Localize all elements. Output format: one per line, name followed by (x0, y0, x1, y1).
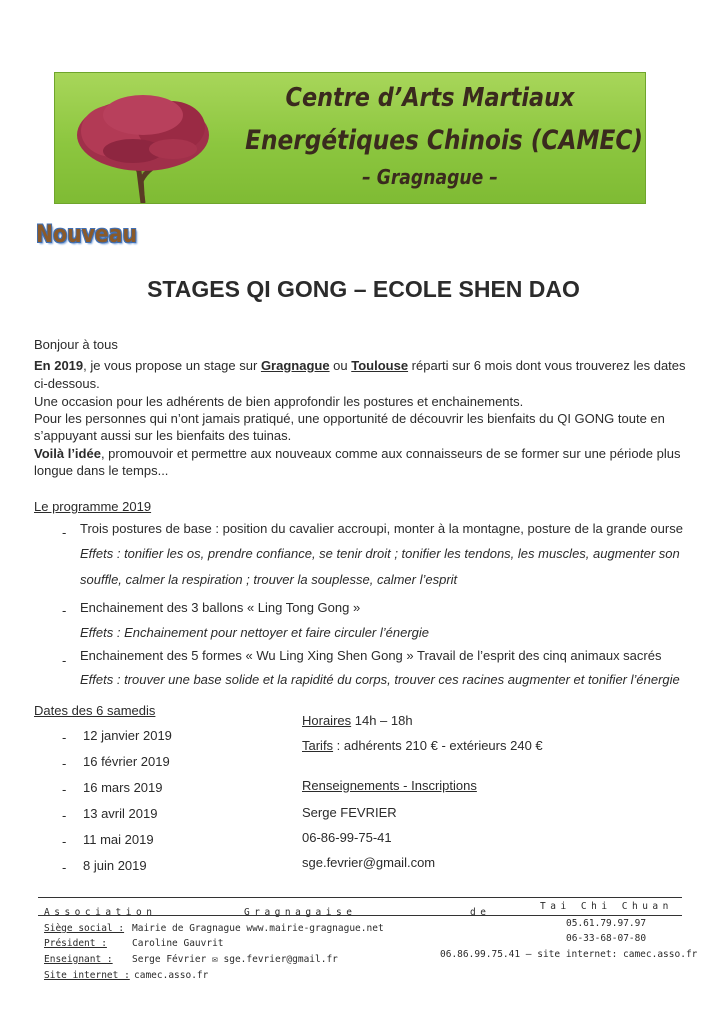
bullet-dash: - (62, 653, 67, 668)
horaires-value: 14h – 18h (351, 713, 413, 728)
intro-paragraph-4 (34, 446, 680, 461)
intro-text: réparti sur 6 mois dont vous trouverez les dates (408, 358, 686, 373)
footer-label: Site internet : (44, 970, 130, 981)
intro-paragraph-3: Pour les personnes qui n’ont jamais pratiqué, une opportunité de découvrir les bienfaits du QI GONG toute en (34, 411, 665, 426)
date-item: 12 janvier 2019 (83, 728, 172, 743)
date-item: 13 avril 2019 (83, 806, 158, 821)
intro-paragraph-4-end: longue dans le temps... (34, 463, 169, 478)
year-text: En 2019 (34, 358, 84, 373)
footer-label: Siège social : (44, 923, 125, 934)
greeting: Bonjour à tous (34, 337, 118, 352)
banner-title-line2: Energétiques Chinois (CAMEC) (245, 125, 644, 156)
programme-item-label: Enchainement des 3 ballons « Ling Tong Gong » (80, 600, 361, 615)
intro-paragraph-1 (34, 358, 686, 373)
horaires-label: Horaires (302, 713, 352, 728)
footer-phone-2: 06-33-68-07-80 (566, 933, 647, 944)
footer-value: camec.asso.fr (134, 970, 209, 981)
bullet-dash: - (62, 860, 67, 875)
programme-heading: Le programme 2019 (34, 499, 152, 514)
place-toulouse: Toulouse (351, 358, 409, 373)
footer-assoc-word: Tai Chi Chuan (540, 901, 673, 912)
footer-value: Serge Février ✉ sge.fevrier@gmail.fr (132, 954, 338, 965)
horaires-line (302, 713, 413, 728)
bullet-dash: - (62, 782, 67, 797)
date-item: 11 mai 2019 (83, 832, 154, 847)
nouveau-badge: Nouveau (36, 220, 138, 248)
footer-phone-site: 06.86.99.75.41 – site internet: camec.asso.fr (440, 949, 698, 960)
tree-logo-icon (73, 91, 215, 203)
intro-paragraph-3-end: s’appuyant aussi sur les bienfaits des tuinas. (34, 428, 292, 443)
footer-phone-1: 05.61.79.97.97 (566, 918, 647, 929)
banner-title-line3: – Gragnague – (362, 165, 498, 189)
contact-name: Serge FEVRIER (302, 805, 397, 820)
footer-assoc-word: de (470, 907, 491, 918)
contact-heading: Renseignements - Inscriptions (302, 778, 477, 793)
bullet-dash: - (62, 834, 67, 849)
intro-text: , promouvoir et permettre aux nouveaux comme aux connaisseurs de se former sur une période plus (100, 446, 681, 461)
page-title: STAGES QI GONG – ECOLE SHEN DAO (147, 276, 580, 302)
banner-title-line1: Centre d’Arts Martiaux (285, 83, 575, 113)
intro-paragraph-1-end: ci-dessous. (34, 376, 100, 391)
contact-phone: 06-86-99-75-41 (302, 830, 392, 845)
programme-item-label: Enchainement des 5 formes « Wu Ling Xing Shen Gong » Travail de l’esprit des cinq animaux sacrés (80, 648, 662, 663)
place-gragnague: Gragnague (260, 358, 330, 373)
footer-rule-top (38, 897, 682, 898)
contact-email[interactable]: sge.fevrier@gmail.com (302, 855, 436, 870)
intro-text: , je vous propose un stage sur (83, 358, 261, 373)
bullet-dash: - (62, 756, 67, 771)
footer-assoc-word: Association (44, 907, 157, 918)
tarifs-value: : adhérents 210 € - extérieurs 240 € (333, 738, 543, 753)
footer-value: Mairie de Gragnague www.mairie-gragnague.net (132, 923, 384, 934)
programme-item-effects: Effets : trouver une base solide et la rapidité du corps, trouver ces racines augmenter et tonifier l’énergie (80, 672, 680, 687)
programme-item-effects: souffle, calmer la respiration ; trouver la souplesse, calmer l’esprit (80, 572, 458, 587)
bullet-dash: - (62, 730, 67, 745)
footer-label: Président : (44, 938, 107, 949)
programme-item-effects: Effets : tonifier les os, prendre confiance, se tenir droit ; tonifier les tendons, les muscles, augmenter son (80, 546, 680, 561)
tarifs-line (302, 738, 543, 753)
programme-item-effects: Effets : Enchainement pour nettoyer et faire circuler l’énergie (80, 625, 430, 640)
bullet-dash: - (62, 603, 67, 618)
intro-paragraph-2: Une occasion pour les adhérents de bien approfondir les postures et enchainements. (34, 394, 524, 409)
intro-text: ou (329, 358, 352, 373)
footer-rule-bottom (38, 915, 682, 916)
idea-text: Voilà l’idée (34, 446, 101, 461)
date-item: 16 mars 2019 (83, 780, 163, 795)
date-item: 16 février 2019 (83, 754, 170, 769)
footer-assoc-word: Gragnagaise (244, 907, 357, 918)
dates-heading: Dates des 6 samedis (34, 703, 156, 718)
bullet-dash: - (62, 808, 67, 823)
header-banner (54, 72, 646, 204)
date-item: 8 juin 2019 (83, 858, 147, 873)
footer-label: Enseignant : (44, 954, 113, 965)
programme-item-label: Trois postures de base : position du cavalier accroupi, monter à la montagne, posture de la grande ourse (80, 521, 683, 536)
bullet-dash: - (62, 525, 67, 540)
footer-value: Caroline Gauvrit (132, 938, 224, 949)
tarifs-label: Tarifs (302, 738, 334, 753)
